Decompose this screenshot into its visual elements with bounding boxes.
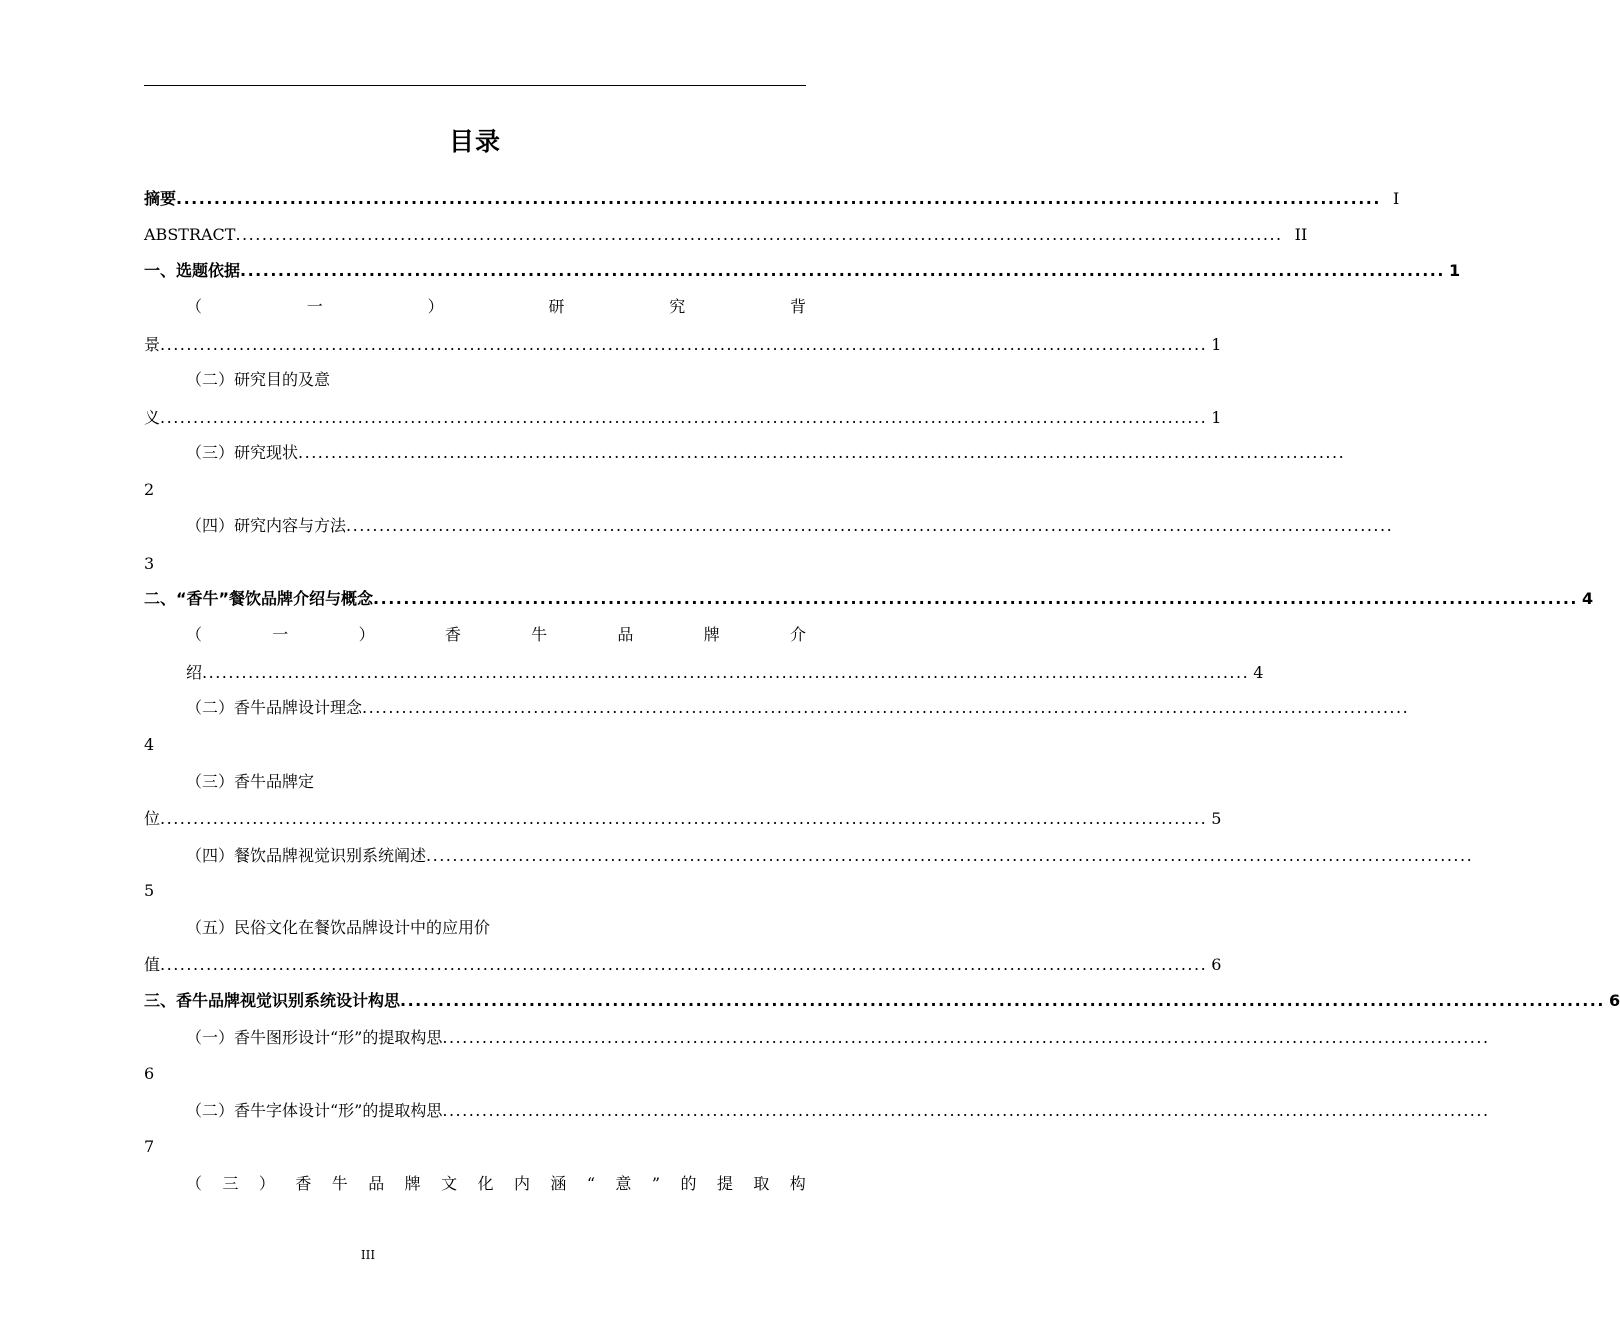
toc-char: 一 [272, 625, 289, 644]
toc-char: （ [186, 625, 203, 644]
toc-entry-text: 景 [144, 335, 161, 354]
toc-entry-text: ABSTRACT [144, 225, 236, 244]
toc-char: 品 [617, 625, 634, 644]
toc-char: 三 [222, 1174, 239, 1193]
toc-entry-section-2-1[interactable] [186, 617, 806, 653]
toc-page-number-wrapped: 6 [144, 1064, 155, 1083]
toc-entry-text: （四）研究内容与方法 [186, 516, 347, 535]
toc-char: 文 [441, 1174, 458, 1193]
toc-char: 牛 [531, 625, 548, 644]
toc-char: 构 [789, 1174, 806, 1193]
toc-entry-section-1-2[interactable] [186, 362, 806, 398]
toc-leader: ............................................................................................................................................................... [176, 189, 1381, 208]
toc-leader: ............................................................................................................................................................... [160, 335, 1208, 354]
toc-entry-section-1-1[interactable] [186, 289, 806, 325]
toc-char: 的 [680, 1174, 697, 1193]
toc-char: 取 [753, 1174, 770, 1193]
toc-entry-text: 义 [144, 408, 161, 427]
toc-leader: ............................................................................................................................................................... [442, 1101, 1490, 1120]
toc-page-number: 4 [1253, 663, 1264, 682]
toc-entry-text: 二、“香牛”餐饮品牌介绍与概念 [144, 589, 374, 608]
toc-char: 研 [548, 297, 565, 316]
toc-leader: ............................................................................................................................................................... [202, 663, 1250, 682]
toc-char: 香 [444, 625, 461, 644]
toc-char: 介 [789, 625, 806, 644]
toc-char: （ [186, 1174, 203, 1193]
toc-entry-continuation[interactable] [144, 801, 1222, 837]
toc-leader: ............................................................................................................................................................... [373, 589, 1578, 608]
toc-char: 涵 [550, 1174, 567, 1193]
toc-char: 牌 [404, 1174, 421, 1193]
toc-entry-text: （二）研究目的及意 [186, 370, 331, 389]
toc-page-number: 1 [1211, 408, 1222, 427]
toc-entry-continuation[interactable] [186, 655, 1264, 691]
toc-char: 一 [306, 297, 323, 316]
toc-page-number-wrapped: 2 [144, 480, 155, 499]
toc-char: 意 [615, 1174, 632, 1193]
toc-entry-text: 摘要 [144, 189, 177, 208]
toc-leader: ............................................................................................................................................................... [240, 261, 1445, 280]
toc-leader: ............................................................................................................................................................... [160, 809, 1208, 828]
toc-leader: ............................................................................................................................................................... [160, 955, 1208, 974]
toc-entry-text: 位 [144, 809, 161, 828]
toc-char: 提 [716, 1174, 733, 1193]
toc-entry-section-1[interactable] [144, 253, 1461, 289]
toc-leader: ............................................................................................................................................................... [362, 698, 1410, 717]
toc-page-number: I [1392, 189, 1400, 208]
toc-page-number-wrapped: 3 [144, 554, 155, 573]
toc-page-number-wrapped: 5 [144, 881, 155, 900]
toc-entry-continuation[interactable] [144, 947, 1222, 983]
toc-entry-text: 三、香牛品牌视觉识别系统设计构思 [144, 991, 401, 1010]
toc-page-number: 1 [1211, 335, 1222, 354]
toc-char: 背 [789, 297, 806, 316]
toc-entry-section-3[interactable] [144, 983, 1620, 1019]
toc-page-number-wrapped: 7 [144, 1137, 155, 1156]
toc-entry-section-2-2[interactable] [186, 690, 1410, 726]
header-rule [144, 85, 806, 86]
toc-entry-text: （二）香牛品牌设计理念 [186, 698, 363, 717]
toc-char: 牌 [703, 625, 720, 644]
toc-char: 内 [513, 1174, 530, 1193]
toc-entry-section-3-1[interactable] [186, 1020, 1490, 1056]
toc-entry-text: （三）研究现状 [186, 443, 299, 462]
toc-entry-section-2-4[interactable] [186, 838, 1474, 874]
toc-char: “ [586, 1174, 595, 1193]
toc-char: 牛 [331, 1174, 348, 1193]
toc-entry-text: （五）民俗文化在餐饮品牌设计中的应用价 [186, 918, 491, 937]
toc-entry-text: （一）香牛图形设计“形”的提取构思 [186, 1028, 443, 1047]
toc-char: （ [186, 297, 203, 316]
toc-entry-text: （三）香牛品牌定 [186, 772, 315, 791]
toc-page-number-wrapped: 4 [144, 735, 155, 754]
toc-char: 香 [295, 1174, 312, 1193]
toc-entry-text: （二）香牛字体设计“形”的提取构思 [186, 1101, 443, 1120]
toc-leader: ............................................................................................................................................................... [298, 443, 1346, 462]
toc-page-number: 6 [1211, 955, 1222, 974]
toc-char: 化 [477, 1174, 494, 1193]
toc-entry-continuation[interactable] [144, 327, 1222, 363]
toc-entry-text: 一、选题依据 [144, 261, 241, 280]
toc-char: ） [427, 297, 444, 316]
toc-entry-text: （四）餐饮品牌视觉识别系统阐述 [186, 846, 427, 865]
toc-entry-section-2-5[interactable] [186, 910, 806, 946]
toc-leader: ............................................................................................................................................................... [346, 516, 1394, 535]
toc-entry-section-2[interactable] [144, 581, 1594, 617]
toc-page-number: 4 [1581, 589, 1594, 608]
toc-page-number: II [1294, 225, 1308, 244]
toc-entry-abstract-en[interactable] [144, 217, 1308, 253]
toc-page-number: 5 [1211, 809, 1222, 828]
toc-entry-section-3-3[interactable] [186, 1166, 806, 1202]
toc-char: ” [651, 1174, 661, 1193]
toc-leader: ............................................................................................................................................................... [442, 1028, 1490, 1047]
toc-page-number: 6 [1608, 991, 1620, 1010]
toc-entry-abstract-cn[interactable] [144, 181, 1400, 217]
toc-entry-section-1-4[interactable] [186, 508, 1394, 544]
toc-entry-section-1-3[interactable] [186, 435, 1346, 471]
page-title: 目录 [448, 127, 501, 156]
toc-leader: ............................................................................................................................................................... [426, 846, 1474, 865]
toc-char: ） [358, 625, 375, 644]
toc-entry-text: 值 [144, 955, 161, 974]
toc-page-number: 1 [1448, 261, 1461, 280]
toc-char: ） [258, 1174, 275, 1193]
toc-char: 品 [368, 1174, 385, 1193]
toc-entry-text: 绍 [186, 663, 203, 682]
toc-entry-continuation[interactable] [144, 400, 1222, 436]
toc-char: 究 [669, 297, 686, 316]
toc-leader: ............................................................................................................................................................... [400, 991, 1605, 1010]
toc-entry-section-2-3[interactable] [186, 764, 806, 800]
toc-leader: ............................................................................................................................................................... [235, 225, 1283, 244]
toc-entry-section-3-2[interactable] [186, 1093, 1490, 1129]
toc-leader: ............................................................................................................................................................... [160, 408, 1208, 427]
page-number-footer: III [360, 1248, 376, 1262]
